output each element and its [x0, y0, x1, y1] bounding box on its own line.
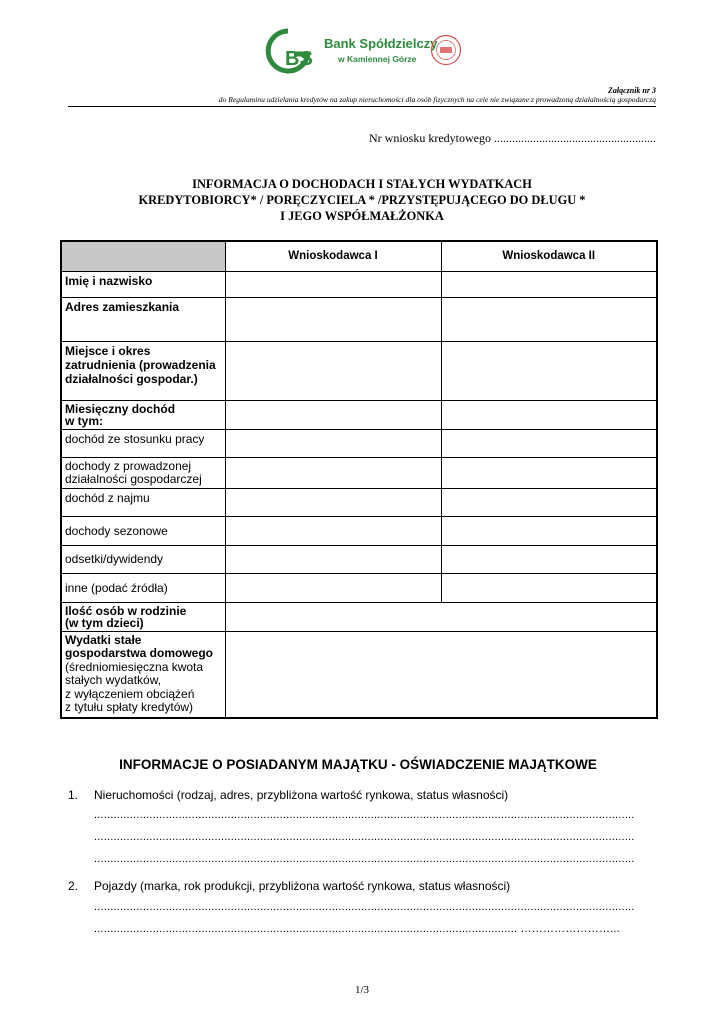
gbs-logo-icon: [264, 28, 314, 74]
attachment-subtitle: do Regulaminu udzielania kredytów na zakup nieruchomości dla osób fizycznych na cele nie związane z prowadzoną działalnością gospodarczą: [218, 95, 656, 104]
logo-letters: BS: [285, 48, 313, 70]
expenses-line-5: z wyłączeniem obciążeń: [65, 686, 195, 701]
attachment-label: Załącznik nr 3: [607, 86, 656, 95]
input-cell-interest-dividends-2[interactable]: [441, 545, 657, 573]
input-cell-rental-income-1[interactable]: [225, 488, 441, 516]
family-size-line-1: Ilość osób w rodzinie: [65, 603, 187, 618]
column-applicant-1: Wnioskodawca I: [225, 241, 441, 271]
application-number-label: Nr wniosku kredytowego: [369, 131, 491, 145]
title-line-3: I JEGO WSPÓŁMAŁŻONKA: [280, 209, 444, 223]
income-table: [60, 240, 658, 719]
vehicle-line-1[interactable]: ......................................................................................................................................................................: [94, 901, 635, 913]
item-1-label: Nieruchomości (rodzaj, adres, przybliżona wartość rynkowa, status własności): [94, 788, 509, 802]
expenses-line-3: (średniomiesięczna kwota: [65, 659, 204, 674]
input-cell-employment-income-2[interactable]: [441, 429, 657, 457]
row-label-business-income: [61, 457, 225, 488]
application-number-field[interactable]: ......................................................: [494, 131, 656, 145]
input-cell-employment-1[interactable]: [225, 341, 441, 400]
expenses-line-1: Wydatki stałe: [65, 632, 142, 647]
bank-logo: [264, 28, 464, 74]
row-label-family-size: [61, 602, 225, 631]
employment-line-3: działalności gospodar.): [65, 371, 198, 386]
assets-title: INFORMACJE O POSIADANYM MAJĄTKU - OŚWIADCZENIE MAJĄTKOWE: [119, 757, 597, 772]
input-cell-other-income-2[interactable]: [441, 573, 657, 602]
item-2-number: 2.: [68, 879, 79, 893]
vehicle-line-2[interactable]: .................................................................................................................................. ……………………...: [94, 923, 620, 935]
input-cell-seasonal-income-1[interactable]: [225, 516, 441, 545]
row-label-employment-income: dochód ze stosunku pracy: [61, 429, 225, 457]
item-2-label: Pojazdy (marka, rok produkcji, przybliżona wartość rynkowa, status własności): [94, 879, 511, 893]
business-income-line-2: działalności gospodarczej: [65, 471, 202, 486]
input-cell-name-1[interactable]: [225, 271, 441, 297]
input-cell-family-size[interactable]: [225, 602, 657, 631]
item-1-number: 1.: [68, 788, 79, 802]
property-line-2[interactable]: ......................................................................................................................................................................: [94, 831, 635, 843]
bank-location: w Kamiennej Górze: [338, 54, 417, 64]
row-label-interest-dividends: odsetki/dywidendy: [61, 545, 225, 573]
column-applicant-2: Wnioskodawca II: [441, 241, 657, 271]
input-cell-monthly-income-1[interactable]: [225, 400, 441, 429]
page-number: 1/3: [354, 984, 370, 996]
property-line-1[interactable]: ......................................................................................................................................................................: [94, 809, 635, 821]
input-cell-expenses[interactable]: [225, 631, 657, 718]
input-cell-employment-2[interactable]: [441, 341, 657, 400]
employment-line-2: zatrudnienia (prowadzenia: [65, 357, 216, 372]
input-cell-name-2[interactable]: [441, 271, 657, 297]
input-cell-business-income-1[interactable]: [225, 457, 441, 488]
row-label-rental-income: dochód z najmu: [61, 488, 225, 516]
bank-name: Bank Spółdzielczy: [324, 36, 438, 51]
expenses-line-4: stałych wydatków,: [65, 673, 162, 687]
of-which-line: w tym:: [65, 413, 104, 428]
input-cell-business-income-2[interactable]: [441, 457, 657, 488]
family-size-line-2: (w tym dzieci): [65, 615, 144, 630]
expenses-line-2: gospodarstwa domowego: [65, 646, 214, 660]
input-cell-address-1[interactable]: [225, 297, 441, 341]
row-label-other-income: inne (podać źródła): [61, 573, 225, 602]
title-line-1: INFORMACJA O DOCHODACH I STAŁYCH WYDATKACH: [192, 177, 532, 191]
form-title: [62, 176, 662, 224]
monthly-income-line: Miesięczny dochód: [65, 401, 176, 416]
row-label-monthly-income: [61, 400, 225, 429]
expenses-line-6: z tytułu spłaty kredytów): [65, 700, 194, 714]
business-income-line-1: dochody z prowadzonej: [65, 458, 192, 473]
title-line-2: KREDYTOBIORCY* / PORĘCZYCIELA * /PRZYSTĘPUJĄCEGO DO DŁUGU *: [138, 193, 586, 207]
row-label-address: Adres zamieszkania: [61, 297, 225, 341]
input-cell-address-2[interactable]: [441, 297, 657, 341]
header-divider: [68, 106, 656, 107]
input-cell-other-income-1[interactable]: [225, 573, 441, 602]
header-blank-cell: [61, 241, 225, 271]
property-line-3[interactable]: ......................................................................................................................................................................: [94, 853, 635, 865]
row-label-name: Imię i nazwisko: [61, 271, 225, 297]
input-cell-monthly-income-2[interactable]: [441, 400, 657, 429]
row-label-employment: [61, 341, 225, 400]
application-number: [369, 131, 656, 146]
input-cell-employment-income-1[interactable]: [225, 429, 441, 457]
employment-line-1: Miejsce i okres: [65, 343, 151, 358]
row-label-seasonal-income: dochody sezonowe: [61, 516, 225, 545]
input-cell-seasonal-income-2[interactable]: [441, 516, 657, 545]
stamp-icon: [430, 34, 462, 66]
input-cell-interest-dividends-1[interactable]: [225, 545, 441, 573]
input-cell-rental-income-2[interactable]: [441, 488, 657, 516]
row-label-expenses: [61, 631, 225, 718]
